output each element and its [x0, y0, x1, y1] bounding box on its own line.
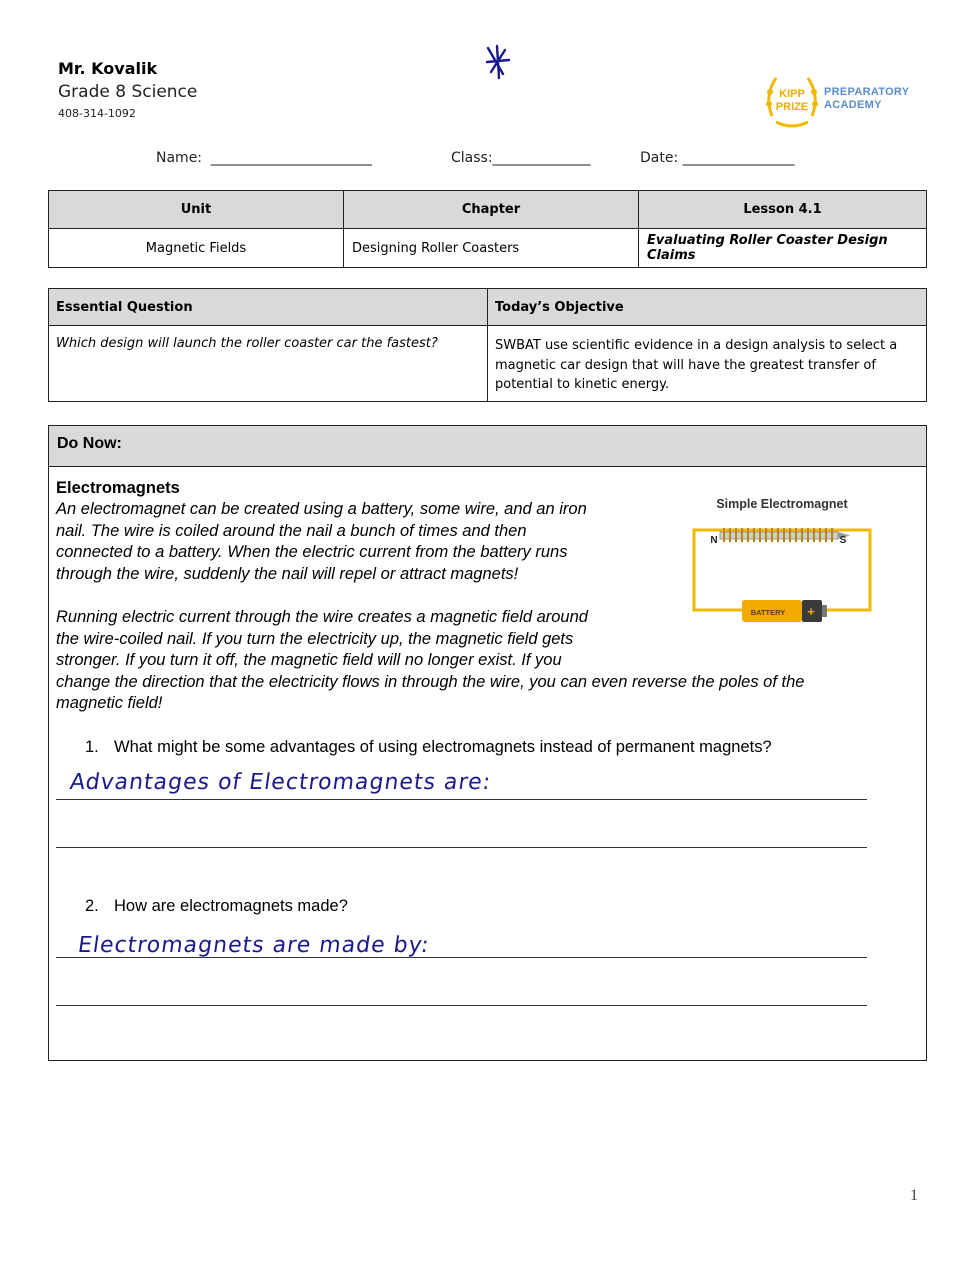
- electromagnets-heading: Electromagnets: [56, 479, 180, 497]
- laurel-icon: [762, 72, 822, 130]
- essential-question-header: Essential Question: [49, 289, 488, 326]
- para2-line: stronger. If you turn it off, the magnetic field will no longer exist. If you: [56, 651, 562, 670]
- para1-line: through the wire, suddenly the nail will repel or attract magnets!: [56, 564, 519, 583]
- lesson-value: Evaluating Roller Coaster Design Claims: [639, 229, 927, 268]
- question-1-number: 1.: [85, 738, 99, 756]
- date-field[interactable]: Date: ________________: [640, 150, 795, 166]
- logo-text-1: PREPARATORY: [824, 86, 910, 98]
- logo-text-2: ACADEMY: [824, 99, 882, 111]
- answer-line[interactable]: [56, 1005, 867, 1006]
- para2-line: magnetic field!: [56, 694, 163, 713]
- answer-line[interactable]: [56, 957, 867, 958]
- page-number: 1: [910, 1187, 918, 1204]
- question-2-text: How are electromagnets made?: [114, 897, 348, 915]
- para1-line: connected to a battery. When the electric current from the battery runs: [56, 543, 568, 562]
- para2-line: Running electric current through the wire creates a magnetic field around: [56, 608, 588, 626]
- teacher-name: Mr. Kovalik: [58, 59, 158, 78]
- essential-question: Which design will launch the roller coaster car the fastest?: [49, 326, 488, 402]
- battery-label: BATTERY: [750, 608, 786, 617]
- unit-header: Unit: [49, 191, 344, 229]
- objective-text: SWBAT use scientific evidence in a design analysis to select a magnetic car design that will have the greatest transfer of potential to kinetic energy.: [488, 326, 927, 402]
- electromagnet-diagram: [690, 490, 880, 630]
- do-now-title: Do Now:: [49, 426, 926, 467]
- question-1-text: What might be some advantages of using electromagnets instead of permanent magnets?: [114, 738, 772, 756]
- para1-line: nail. The wire is coiled around the nail a bunch of times and then: [56, 521, 527, 540]
- chapter-value: Designing Roller Coasters: [344, 229, 639, 268]
- star-mark-icon: [483, 44, 511, 80]
- name-field[interactable]: Name: _______________________: [156, 150, 372, 166]
- north-pole-label: N: [710, 535, 718, 546]
- answer-line[interactable]: [56, 847, 867, 848]
- question-2-number: 2.: [85, 897, 99, 915]
- unit-value: Magnetic Fields: [49, 229, 344, 268]
- answer-line[interactable]: [56, 799, 867, 800]
- lesson-header: Lesson 4.1: [639, 191, 927, 229]
- battery-plus: +: [807, 604, 815, 619]
- para2-line: change the direction that the electricity flows in through the wire, you can even reverse the poles of the: [56, 672, 805, 691]
- class-field[interactable]: Class:______________: [451, 150, 591, 166]
- phone-number: 408-314-1092: [58, 107, 136, 120]
- course-name: Grade 8 Science: [58, 82, 198, 102]
- chapter-header: Chapter: [344, 191, 639, 229]
- para2-line: the wire-coiled nail. If you turn the electricity up, the magnetic field gets: [56, 629, 574, 648]
- lesson-table: [48, 190, 927, 268]
- school-logo: [762, 72, 912, 130]
- answer-2-handwriting[interactable]: Electromagnets are made by:: [76, 933, 432, 958]
- objective-header: Today’s Objective: [488, 289, 927, 326]
- diagram-title: Simple Electromagnet: [716, 497, 848, 511]
- logo-badge-2: PRIZE: [775, 101, 809, 113]
- para1-line: An electromagnet can be created using a battery, some wire, and an iron: [56, 500, 587, 518]
- logo-badge-1: KIPP: [779, 88, 805, 100]
- paragraph-1: [56, 499, 587, 585]
- south-pole-label: S: [839, 535, 847, 546]
- objective-table: [48, 288, 927, 402]
- answer-1-handwriting[interactable]: Advantages of Electromagnets are:: [68, 770, 493, 795]
